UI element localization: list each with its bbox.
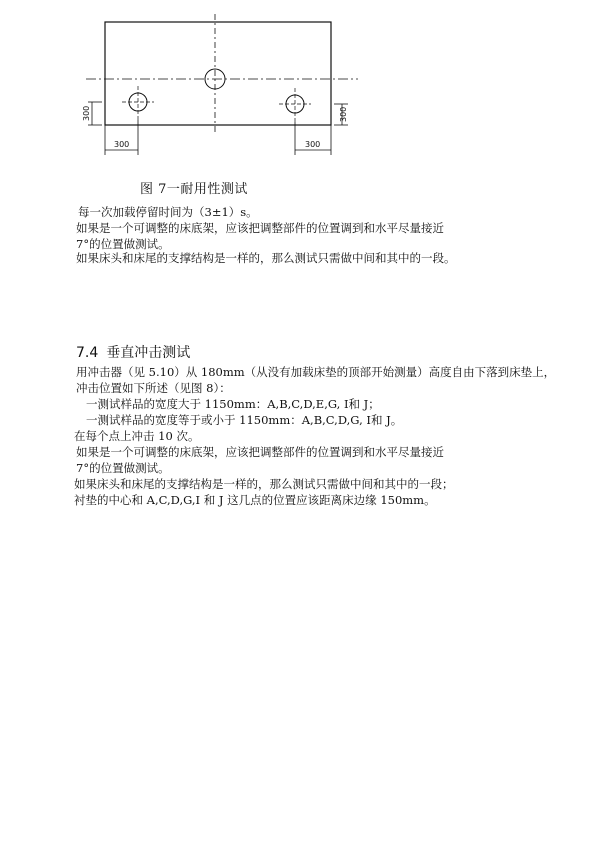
paragraph-line: 7°的位置做测试。 (76, 237, 170, 251)
bed-outline (105, 22, 331, 125)
section-title: 垂直冲击测试 (106, 345, 191, 361)
dim-right-horizontal: 300 (305, 140, 321, 149)
paragraph-line: 在每个点上冲击 10 次。 (74, 429, 200, 443)
section-heading (76, 342, 190, 362)
paragraph-line: 一测试样品的宽度等于或小于 1150mm：A,B,C,D,G, I和 J。 (86, 413, 403, 427)
paragraph-line: 如果是一个可调整的床底架，应该把调整部件的位置调到和水平尽量接近 (76, 445, 444, 459)
dim-right-vertical: 300 (339, 106, 348, 122)
paragraph-line: 每一次加载停留时间为（3±1）s。 (78, 205, 258, 219)
paragraph-line: 衬垫的中心和 A,C,D,G,I 和 J 这几点的位置应该距离床边缘 150mm。 (74, 493, 436, 507)
paragraph-line: 用冲击器（见 5.10）从 180mm（从没有加载床垫的顶部开始测量）高度自由下落到床垫上， (76, 365, 556, 379)
section-number: 7.4 (76, 345, 99, 361)
paragraph-line: 冲击位置如下所述（见图 8）： (76, 381, 231, 395)
paragraph-line: 如果床头和床尾的支撑结构是一样的，那么测试只需做中间和其中的一段。 (76, 251, 456, 265)
figure-caption: 图 7一耐用性测试 (140, 182, 248, 197)
paragraph-line: 7°的位置做测试。 (76, 461, 170, 475)
test-diagram (78, 0, 378, 165)
paragraph-line: 一测试样品的宽度大于 1150mm：A,B,C,D,E,G, I和 J； (86, 397, 380, 411)
dim-left-vertical: 300 (82, 105, 91, 121)
paragraph-line: 如果床头和床尾的支撑结构是一样的，那么测试只需做中间和其中的一段； (74, 477, 454, 491)
dim-left-horizontal: 300 (114, 140, 130, 149)
paragraph-line: 如果是一个可调整的床底架，应该把调整部件的位置调到和水平尽量接近 (76, 221, 444, 235)
